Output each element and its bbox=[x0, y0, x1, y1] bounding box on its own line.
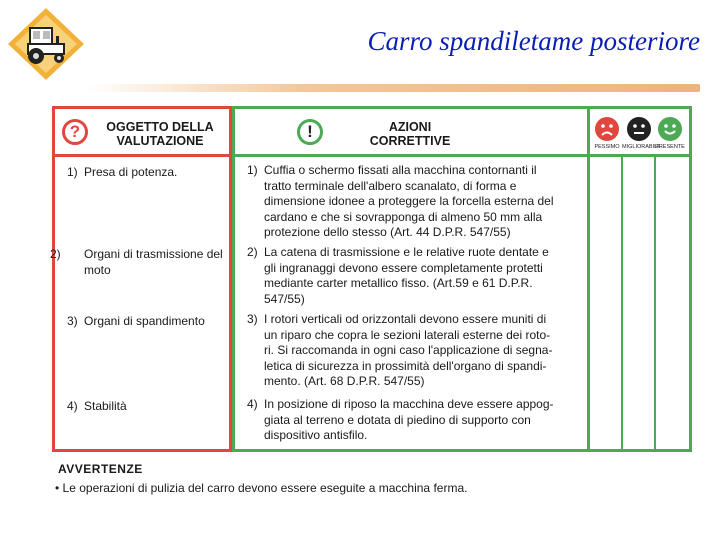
action-line: protezione dello stesso (Art. 44 D.P.R. 547/55) bbox=[264, 225, 511, 239]
tractor-logo bbox=[6, 6, 86, 82]
row-number: 3) bbox=[67, 314, 78, 328]
object-text: Presa di potenza. bbox=[84, 165, 178, 179]
header-divider bbox=[590, 154, 689, 157]
action-line: gli ingranaggi devono essere completamente protetti bbox=[264, 260, 543, 275]
object-row-4 bbox=[67, 399, 227, 415]
column-object bbox=[52, 106, 232, 452]
action-line: cardano e che si sovrapponga di almeno 50 mm alla bbox=[264, 209, 543, 224]
row-number: 2) bbox=[247, 245, 258, 259]
action-line: Cuffia o schermo fissati alla macchina contornanti il bbox=[264, 163, 537, 177]
header-divider bbox=[235, 154, 587, 157]
column-evaluation bbox=[590, 106, 692, 452]
warnings-item bbox=[55, 481, 467, 495]
action-line: un riparo che copra le sezioni laterali esterne dei roto- bbox=[264, 327, 551, 342]
action-line: tratto terminale dell'albero scanalato, di forma e bbox=[264, 178, 517, 193]
row-number: 4) bbox=[67, 399, 78, 413]
column-object-title-line2: VALUTAZIONE bbox=[116, 134, 204, 148]
column-actions-title-line2: CORRETTIVE bbox=[369, 134, 451, 148]
action-line: dispositivo antisfilo. bbox=[264, 428, 368, 442]
rating-label-migliorabile: MIGLIORABILE bbox=[622, 144, 661, 150]
row-number: 2) bbox=[50, 247, 61, 261]
sad-face-icon bbox=[595, 117, 619, 141]
object-text: Organi di spandimento bbox=[84, 314, 205, 328]
object-row-1 bbox=[67, 165, 227, 181]
warnings-title: AVVERTENZE bbox=[58, 462, 143, 476]
rating-column-divider bbox=[621, 157, 623, 449]
row-number: 4) bbox=[247, 397, 258, 411]
rating-column-divider bbox=[654, 157, 656, 449]
action-line: giata al terreno e dotata di piedino di supporto con bbox=[264, 412, 531, 427]
action-line: La catena di trasmissione e le relative ruote dentate e bbox=[264, 245, 549, 259]
action-line: mento. (Art. 68 D.P.R. 547/55) bbox=[264, 374, 425, 388]
action-line: mediante carter metallico fisso. (Art.59 e 61 D.P.R. bbox=[264, 276, 533, 290]
rating-label-presente: PRESENTE bbox=[655, 144, 685, 150]
title-divider bbox=[88, 84, 700, 92]
object-row-2 bbox=[50, 247, 234, 278]
column-actions-title-line1: AZIONI bbox=[388, 120, 432, 134]
action-line: I rotori verticali od orizzontali devono essere muniti di bbox=[264, 312, 547, 326]
action-line: ri. Si raccomanda in ogni caso l'applicazione di segna- bbox=[264, 343, 553, 357]
bullet: • bbox=[55, 481, 60, 495]
row-number: 1) bbox=[67, 165, 78, 179]
action-line: letica di sicurezza in prossimità dell'organo di spandi- bbox=[264, 358, 547, 373]
warnings-text: Le operazioni di pulizia del carro devono essere eseguite a macchina ferma. bbox=[62, 481, 468, 495]
row-number: 3) bbox=[247, 312, 258, 326]
question-mark-icon: ? bbox=[62, 119, 88, 145]
page-title: Carro spandiletame posteriore bbox=[367, 26, 700, 56]
action-line: dimensione idonee a proteggere la forcella esterna del bbox=[264, 194, 554, 208]
action-line: In posizione di riposo la macchina deve essere appog- bbox=[264, 397, 554, 411]
column-object-title bbox=[95, 120, 225, 148]
column-actions bbox=[232, 106, 590, 452]
action-row-4 bbox=[247, 397, 585, 444]
action-row-1 bbox=[247, 163, 585, 241]
happy-face-icon bbox=[658, 117, 682, 141]
column-actions-title bbox=[350, 120, 470, 148]
action-line: 547/55) bbox=[264, 291, 305, 306]
neutral-face-icon bbox=[627, 117, 651, 141]
action-row-2 bbox=[247, 245, 585, 307]
tractor-icon bbox=[6, 6, 86, 82]
row-number: 1) bbox=[247, 163, 258, 177]
object-row-3 bbox=[67, 314, 227, 330]
column-object-title-line1: OGGETTO DELLA bbox=[106, 120, 214, 134]
object-text: Stabilità bbox=[84, 399, 127, 413]
evaluation-table bbox=[52, 106, 692, 454]
object-text: Organi di trasmissione del moto bbox=[84, 247, 223, 277]
rating-label-pessimo: PESSIMO bbox=[594, 144, 620, 150]
header-divider bbox=[55, 154, 229, 157]
exclamation-icon: ! bbox=[297, 119, 323, 145]
action-row-3 bbox=[247, 312, 585, 390]
